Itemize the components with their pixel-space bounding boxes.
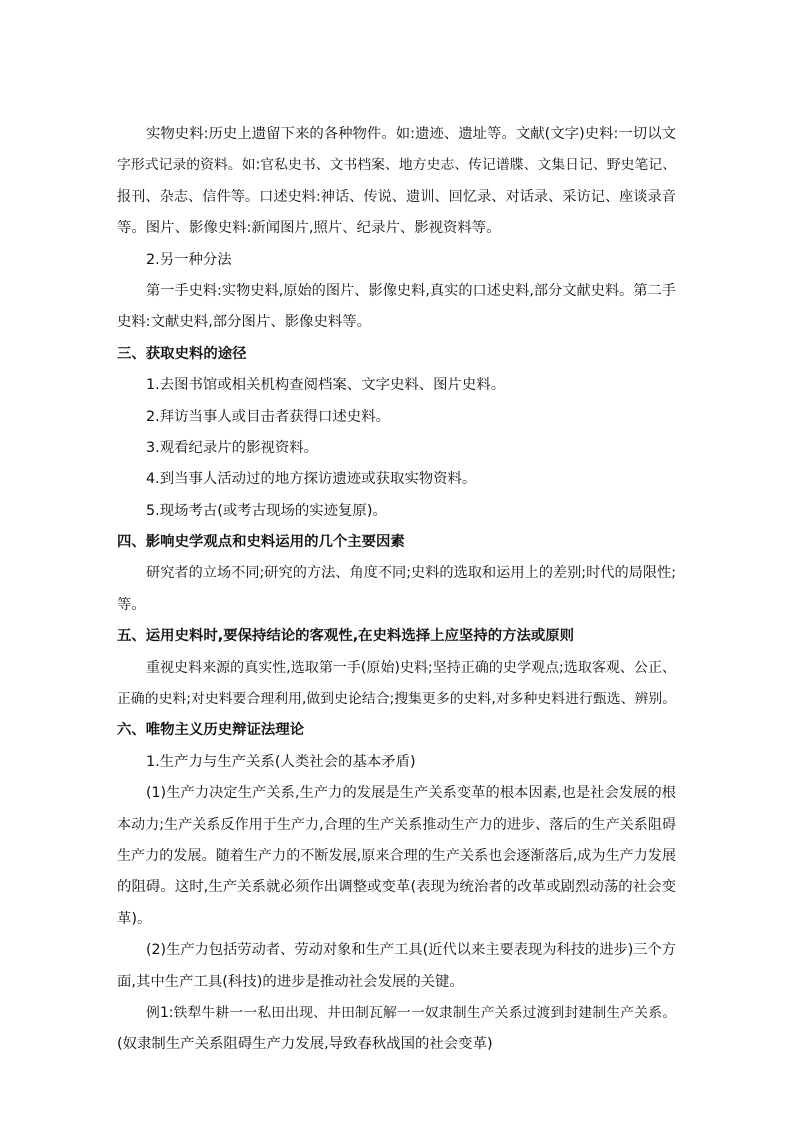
paragraph-line: 第一手史料:实物史料,原始的图片、影像史料,真实的口述史料,部分文献史料。第二手	[146, 282, 676, 299]
paragraph-line: 等。	[117, 596, 146, 613]
paragraph-line: 生产力的发展。随着生产力的不断发展,原来合理的生产关系也会逐渐落后,成为生产力发展	[117, 847, 676, 864]
paragraph-line: 5.现场考古(或考古现场的实迹复原)。	[146, 502, 387, 519]
section-heading: 四、影响史学观点和史料运用的几个主要因素	[117, 534, 405, 551]
paragraph-line: 史料:文献史料,部分图片、影像史料等。	[117, 314, 372, 331]
paragraph-line: 报刊、杂志、信件等。口述史料:神话、传说、遗训、回忆录、对话录、采访记、座谈录音	[117, 188, 676, 205]
paragraph-line: 革)。	[117, 910, 152, 927]
section-heading: 五、运用史料时,要保持结论的客观性,在史料选择上应坚持的方法或原则	[117, 628, 575, 645]
paragraph-line: 重视史料来源的真实性,选取第一手(原始)史料;坚持正确的史学观点;选取客观、公正、	[146, 659, 676, 676]
paragraph-line: 等。图片、影像史料:新闻图片,照片、纪录片、影视资料等。	[117, 220, 501, 237]
paragraph-line: 2.另一种分法	[146, 251, 232, 268]
paragraph-line: 面,其中生产工具(科技)的进步是推动社会发展的关键。	[117, 973, 464, 990]
paragraph-line: 研究者的立场不同;研究的方法、角度不同;史料的选取和运用上的差别;时代的局限性;	[146, 565, 676, 582]
section-heading: 三、获取史料的途径	[117, 345, 247, 362]
paragraph-line: 字形式记录的资料。如:官私史书、文书档案、地方史志、传记谱牒、文集日记、野史笔记、	[117, 157, 676, 174]
paragraph-line: 实物史料:历史上遗留下来的各种物件。如:遗迹、遗址等。文献(文字)史料:一切以文	[146, 126, 676, 142]
paragraph-line: 本动力;生产关系反作用于生产力,合理的生产关系推动生产力的进步、落后的生产关系阻碍	[117, 816, 676, 833]
paragraph-line: 1.去图书馆或相关机构查阅档案、文字史料、图片史料。	[146, 377, 506, 394]
paragraph-line: 例1:铁犁牛耕一一私田出现、井田制瓦解一一奴隶制生产关系过渡到封建制生产关系。	[146, 1004, 676, 1021]
paragraph-line: 1.生产力与生产关系(人类社会的基本矛盾)	[146, 753, 416, 770]
paragraph-line: (2)生产力包括劳动者、劳动对象和生产工具(近代以来主要表现为科技的进步)三个方	[146, 942, 676, 959]
paragraph-line: 2.拜访当事人或目击者获得口述史料。	[146, 408, 390, 425]
paragraph-line: (奴隶制生产关系阻碍生产力发展,导致春秋战国的社会变革)	[117, 1036, 493, 1053]
paragraph-line: (1)生产力决定生产关系,生产力的发展是生产关系变革的根本因素,也是社会发展的根	[146, 785, 676, 802]
paragraph-line: 3.观看纪录片的影视资料。	[146, 439, 319, 456]
section-heading: 六、唯物主义历史辩证法理论	[117, 722, 305, 739]
paragraph-line: 正确的史料;对史料要合理利用,做到史论结合;搜集更多的史料,对多种史料进行甄选、辨别。	[117, 691, 676, 708]
paragraph-line: 4.到当事人活动过的地方探访遗迹或获取实物资料。	[146, 471, 477, 488]
paragraph-line: 的阻碍。这时,生产关系就必须作出调整或变革(表现为统治者的改革或剧烈动荡的社会变	[117, 879, 676, 896]
